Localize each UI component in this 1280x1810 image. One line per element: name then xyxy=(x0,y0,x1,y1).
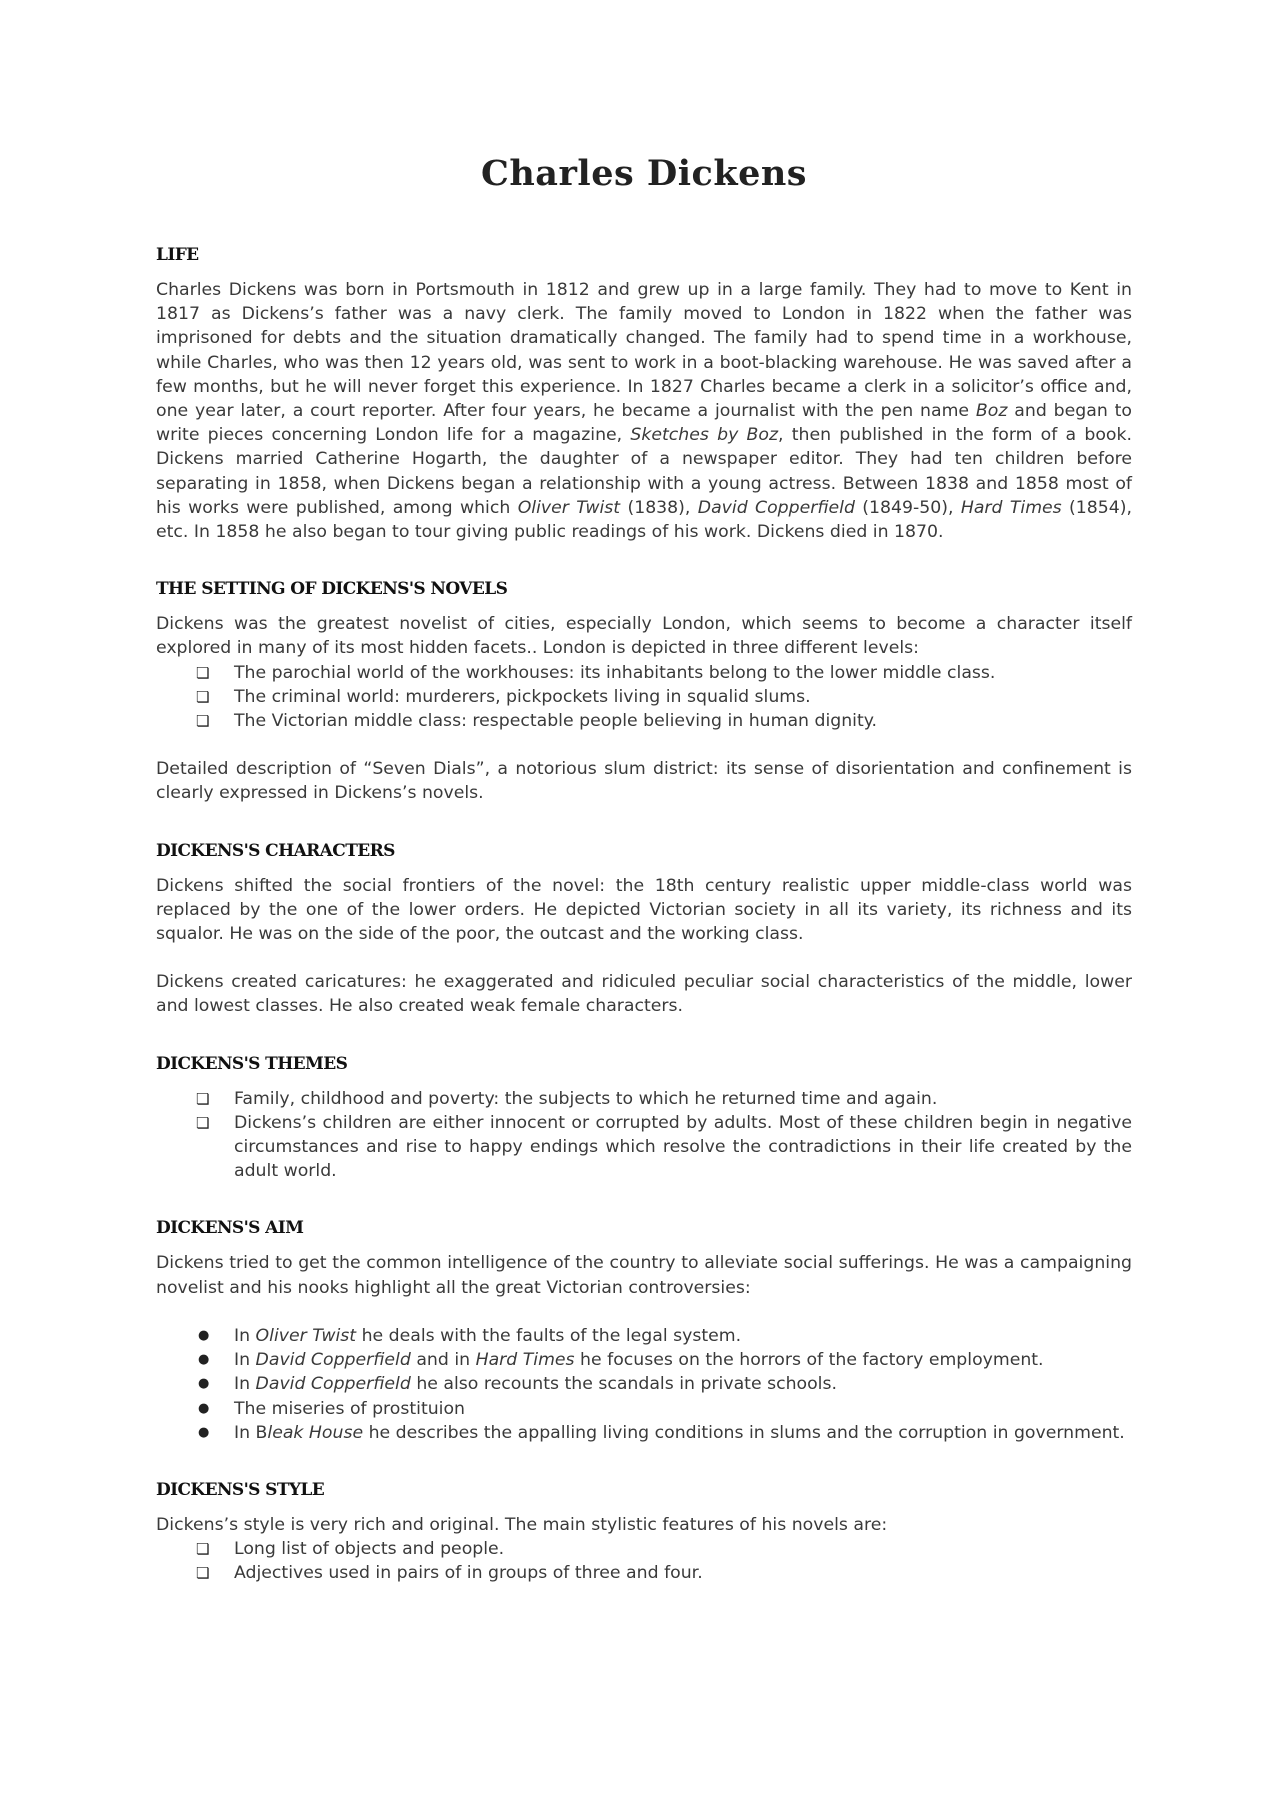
style-list xyxy=(156,1537,1132,1585)
characters-paragraph-1: Dickens shifted the social frontiers of the novel: the 18th century realistic upper middle-class world was replaced by the one of the lower orders. He depicted Victorian society in all its variety, its richness and its squalor. He was on the side of the poor, the outcast and the working class. xyxy=(156,875,1132,945)
text: In xyxy=(234,1325,256,1346)
checkbox-bullet-icon: ❏ xyxy=(196,712,210,731)
checkbox-bullet-icon: ❏ xyxy=(196,663,210,682)
text: The miseries of prostituion xyxy=(234,1398,465,1419)
section-heading-characters: DICKENS'S CHARACTERS xyxy=(156,840,395,861)
life-text: (1849-50), xyxy=(854,497,961,518)
section-characters xyxy=(156,840,1132,1019)
book-title: Oliver Twist xyxy=(255,1325,357,1346)
text: In xyxy=(234,1350,256,1371)
list-item xyxy=(156,685,1132,709)
dot-bullet-icon: ● xyxy=(198,1376,210,1392)
list-item xyxy=(156,1561,1132,1585)
section-setting xyxy=(156,578,1132,805)
document-page xyxy=(156,150,1132,1620)
list-item xyxy=(156,1348,1132,1372)
text: he focuses on the horrors of the factory employment. xyxy=(574,1350,1044,1371)
list-item-text: Dickens’s children are either innocent or corrupted by adults. Most of these children begin in negative circumstances and rise to happy endings which resolve the contradictions in their life created by the adult world. xyxy=(234,1112,1132,1182)
list-item xyxy=(156,661,1132,685)
aim-intro: Dickens tried to get the common intelligence of the country to alleviate social sufferings. He was a campaigning novelist and his nooks highlight all the great Victorian controversies: xyxy=(156,1253,1132,1298)
text: and in xyxy=(410,1350,476,1371)
list-item xyxy=(156,1087,1132,1111)
dot-bullet-icon: ● xyxy=(198,1327,210,1343)
checkbox-bullet-icon: ❏ xyxy=(196,1564,210,1583)
life-paragraph xyxy=(156,278,1132,544)
text: In xyxy=(234,1374,256,1395)
list-item xyxy=(156,1421,1132,1445)
section-heading-life: LIFE xyxy=(156,245,199,265)
book-title: Oliver Twist xyxy=(517,497,621,518)
dot-bullet-icon: ● xyxy=(198,1424,210,1440)
dot-bullet-icon: ● xyxy=(198,1400,210,1416)
checkbox-bullet-icon: ❏ xyxy=(196,1113,210,1132)
list-item-text: Long list of objects and people. xyxy=(234,1539,505,1560)
style-intro: Dickens’s style is very rich and original. The main stylistic features of his novels are: xyxy=(156,1514,888,1535)
book-title: David Copperfield xyxy=(255,1374,411,1395)
list-item xyxy=(156,1397,1132,1421)
list-item xyxy=(156,1537,1132,1561)
checkbox-bullet-icon: ❏ xyxy=(196,687,210,706)
section-heading-style: DICKENS'S STYLE xyxy=(156,1479,325,1500)
dot-bullet-icon: ● xyxy=(198,1352,210,1368)
life-text: (1854), etc. In 1858 he also began to tour giving public readings of his work. Dickens died in 1870. xyxy=(156,497,1133,543)
list-item-text: The criminal world: murderers, pickpockets living in squalid slums. xyxy=(234,686,811,707)
book-title: Hard Times xyxy=(475,1350,575,1371)
list-item xyxy=(156,1111,1132,1184)
section-style xyxy=(156,1479,1132,1586)
page-title: Charles Dickens xyxy=(480,153,807,194)
section-themes xyxy=(156,1053,1132,1184)
book-title: leak House xyxy=(267,1422,364,1443)
book-title: David Copperfield xyxy=(255,1350,411,1371)
text: he describes the appalling living conditions in slums and the corruption in government. xyxy=(363,1422,1125,1443)
list-item xyxy=(156,709,1132,733)
list-item-text: The parochial world of the workhouses: its inhabitants belong to the lower middle class. xyxy=(234,662,996,683)
list-item-text: Adjectives used in pairs of in groups of three and four. xyxy=(234,1563,703,1584)
text: In B xyxy=(234,1422,268,1443)
section-heading-themes: DICKENS'S THEMES xyxy=(156,1053,348,1074)
life-text: Charles Dickens was born in Portsmouth in 1812 and grew up in a large family. They had to move to Kent in 1817 as Dickens’s father was a navy clerk. The family moved to London in 1822 when the father was imprisoned for debts and the situation dramatically changed. The family had to spend time in a workhouse, while Charles, who was then 12 years old, was sent to work in a boot-blacking warehouse. He was saved after a few months, but he will never forget this experience. In 1827 Charles became a clerk in a solicitor’s office and, one year later, a court reporter. After four years, he became a journalist with the pen name xyxy=(156,280,1132,422)
section-life xyxy=(156,244,1132,544)
life-text: and began to write pieces concerning London life for a magazine, xyxy=(156,401,1132,446)
section-heading-aim: DICKENS'S AIM xyxy=(156,1218,304,1239)
book-title: Hard Times xyxy=(960,497,1062,518)
checkbox-bullet-icon: ❏ xyxy=(196,1540,210,1559)
checkbox-bullet-icon: ❏ xyxy=(196,1089,210,1108)
setting-after: Detailed description of “Seven Dials”, a notorious slum district: its sense of disorientation and confinement is clearly expressed in Dickens’s novels. xyxy=(156,759,1132,804)
section-heading-setting: THE SETTING OF DICKENS'S NOVELS xyxy=(156,579,508,600)
characters-paragraph-2: Dickens created caricatures: he exaggerated and ridiculed peculiar social characteristics of the middle, lower and lowest classes. He also created weak female characters. xyxy=(156,972,1132,1017)
list-item-text: Family, childhood and poverty: the subjects to which he returned time and again. xyxy=(234,1088,938,1109)
life-text: (1838), xyxy=(620,497,698,518)
list-item xyxy=(156,1324,1132,1348)
setting-list xyxy=(156,661,1132,734)
text: he deals with the faults of the legal system. xyxy=(356,1325,742,1346)
book-title: Sketches by Boz xyxy=(630,425,779,446)
setting-intro: Dickens was the greatest novelist of cities, especially London, which seems to become a character itself explored in many of its most hidden facets.. London is depicted in three different levels: xyxy=(156,614,1132,659)
section-aim xyxy=(156,1217,1132,1444)
aim-list xyxy=(156,1324,1132,1445)
themes-list xyxy=(156,1087,1132,1184)
life-text: , then published in the form of a book. Dickens married Catherine Hogarth, the daughter of a newspaper editor. They had ten children before separating in 1858, when Dickens began a relationship with a young actress. Between 1838 and 1858 most of his works were published, among which xyxy=(156,425,1132,518)
list-item-text: The Victorian middle class: respectable people believing in human dignity. xyxy=(234,711,878,732)
list-item xyxy=(156,1372,1132,1396)
pen-name: Boz xyxy=(975,401,1008,422)
book-title: David Copperfield xyxy=(697,497,855,518)
text: he also recounts the scandals in private schools. xyxy=(410,1374,837,1395)
